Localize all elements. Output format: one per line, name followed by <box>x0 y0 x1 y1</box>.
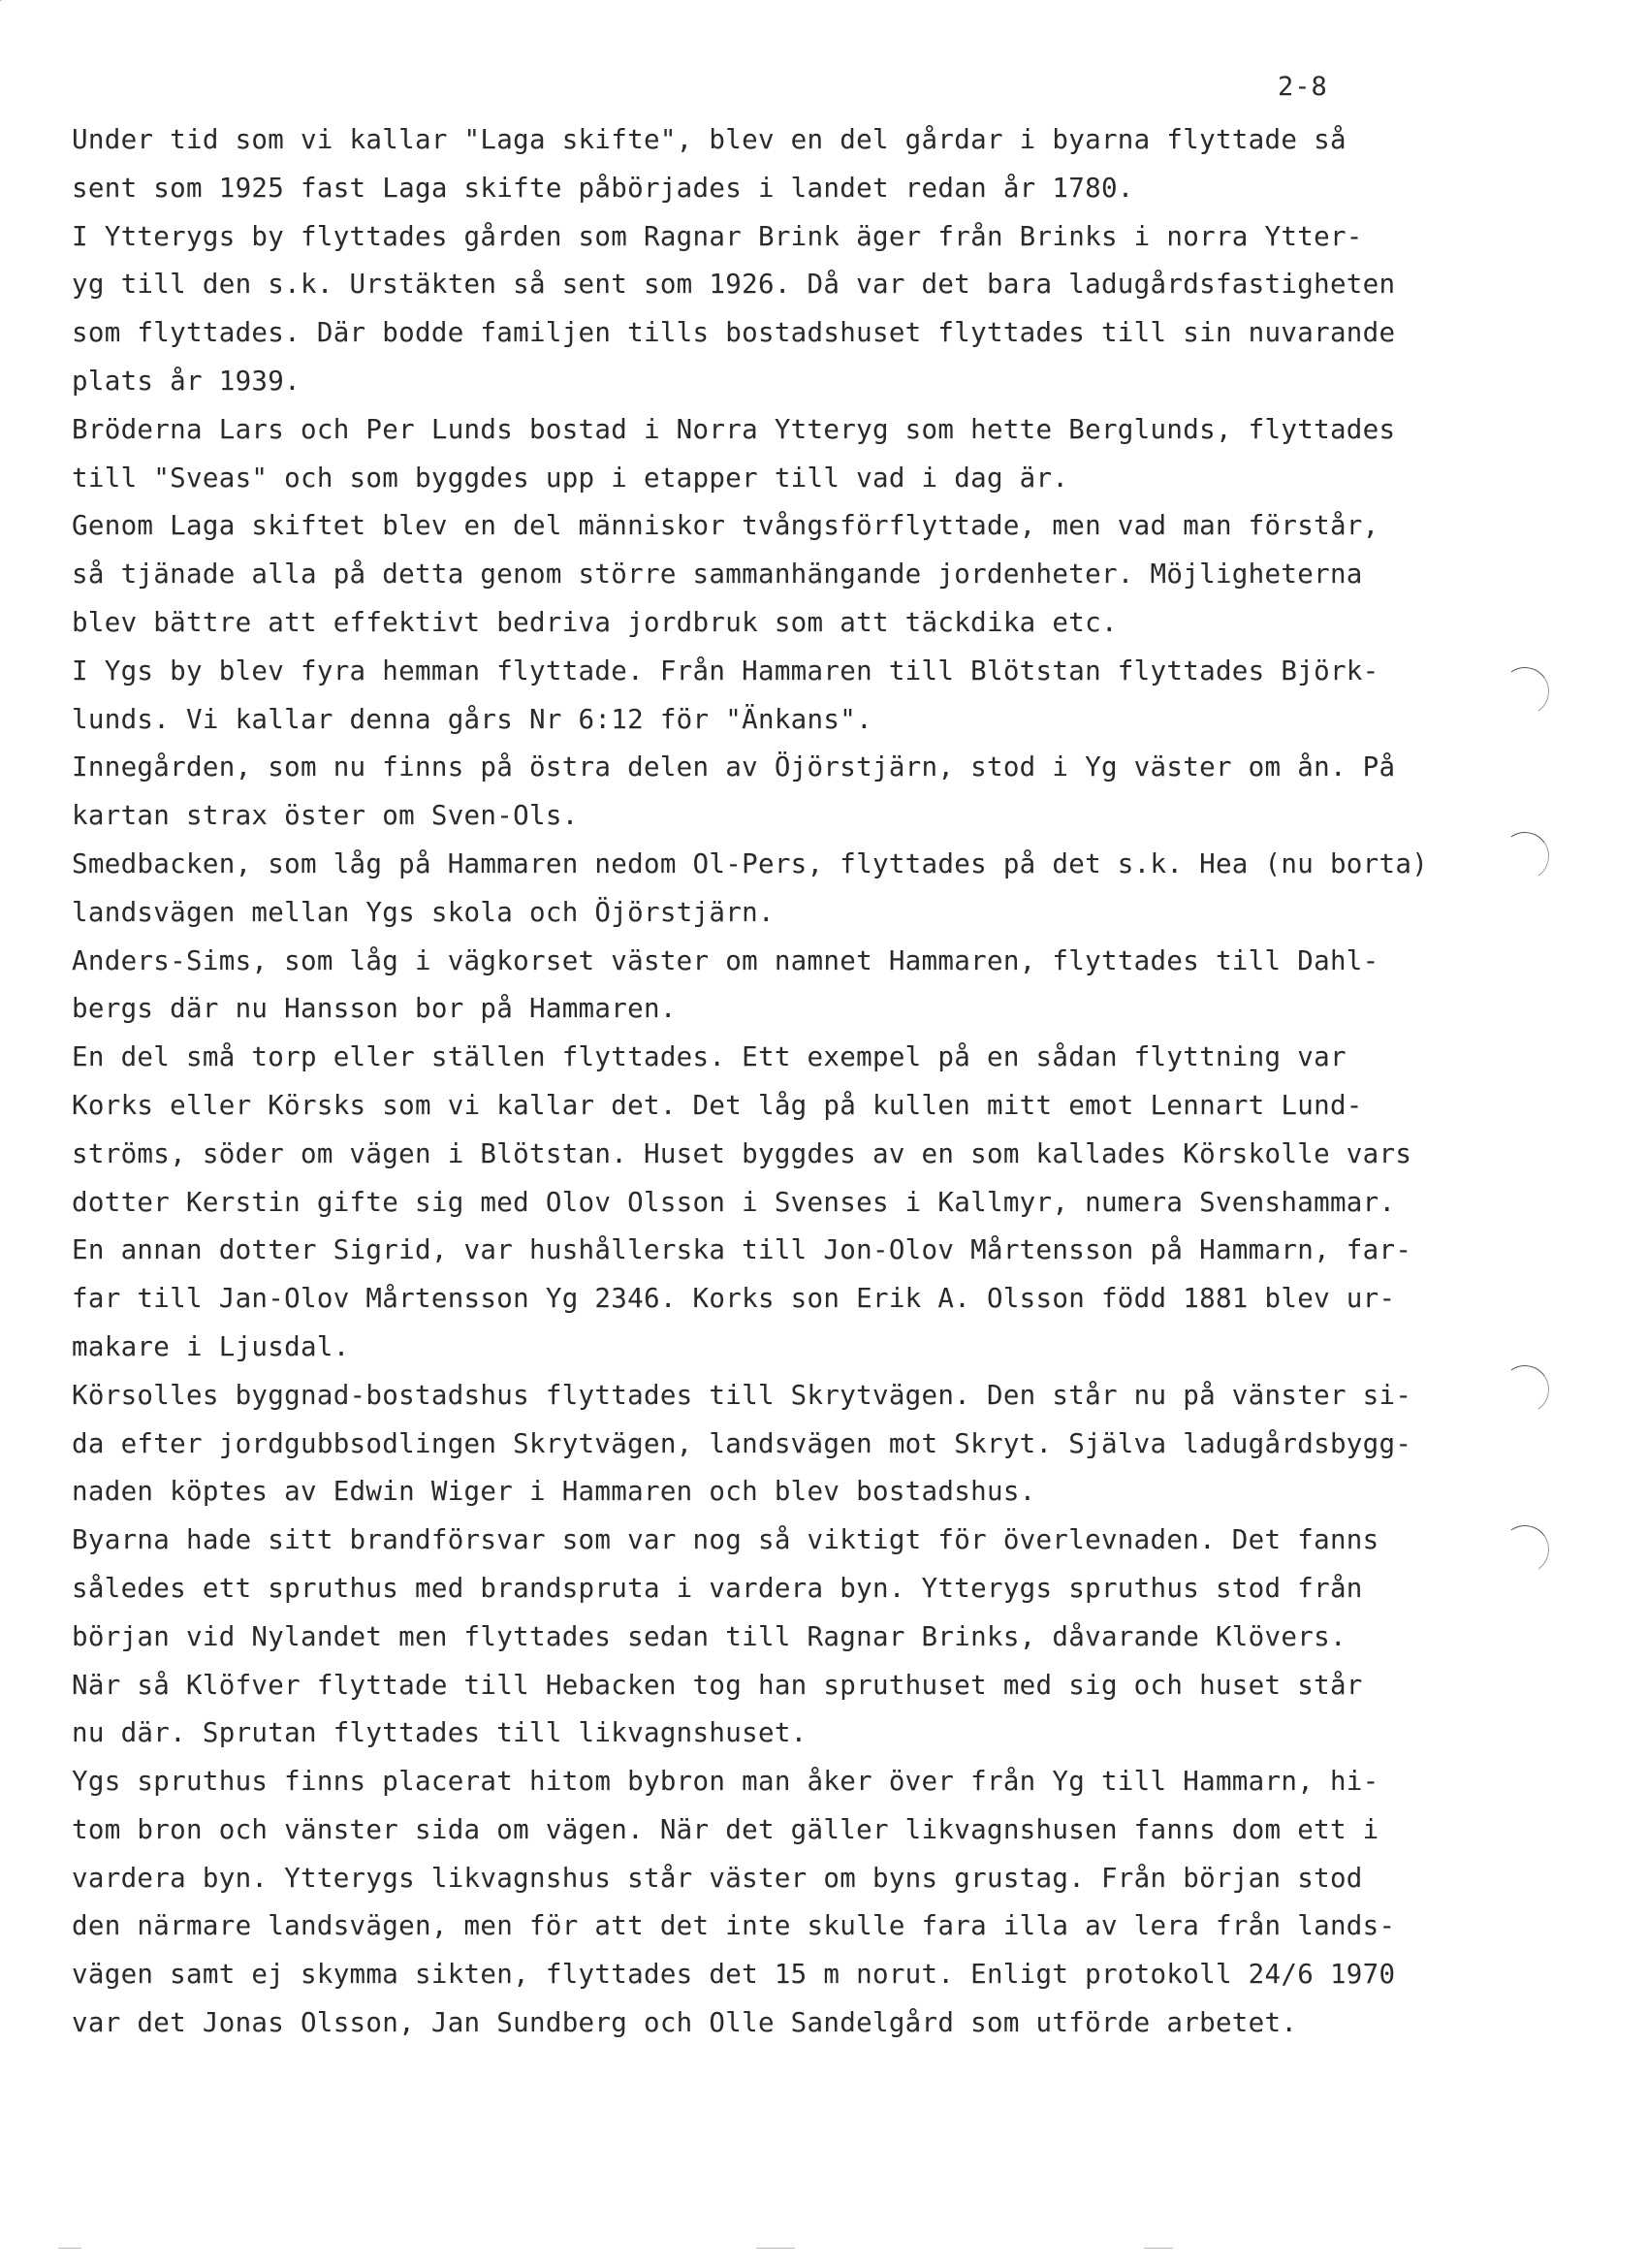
text-line: I Ytterygs by flyttades gården som Ragnar Brink äger från Brinks i norra Ytter- <box>72 220 1363 252</box>
text-line: början vid Nylandet men flyttades sedan till Ragnar Brinks, dåvarande Klövers. <box>72 1620 1347 1652</box>
scan-speck <box>1144 2248 1173 2249</box>
punch-hole-mark <box>1497 1521 1553 1578</box>
text-line: som flyttades. Där bodde familjen tills bostadshuset flyttades till sin nuvarande <box>72 317 1396 349</box>
text-line: vardera byn. Ytterygs likvagnshus står väster om byns grustag. Från början stod <box>72 1862 1363 1894</box>
text-line: bergs där nu Hansson bor på Hammaren. <box>72 993 677 1025</box>
text-line: lunds. Vi kallar denna gårs Nr 6:12 för "Änkans". <box>72 703 872 735</box>
text-line: naden köptes av Edwin Wiger i Hammaren och blev bostadshus. <box>72 1476 1036 1508</box>
punch-hole-mark <box>1497 828 1553 884</box>
text-line: vägen samt ej skymma sikten, flyttades det 15 m norut. Enligt protokoll 24/6 1970 <box>72 1959 1396 1991</box>
text-line: Bröderna Lars och Per Lunds bostad i Norra Ytteryg som hette Berglunds, flyttades <box>72 413 1396 445</box>
text-line: Byarna hade sitt brandförsvar som var nog så viktigt för överlevnaden. Det fanns <box>72 1524 1379 1556</box>
text-line: Korks eller Körsks som vi kallar det. Det låg på kullen mitt emot Lennart Lund- <box>72 1089 1363 1121</box>
punch-hole-mark <box>1497 1361 1553 1418</box>
text-line: da efter jordgubbsodlingen Skrytvägen, landsvägen mot Skryt. Själva ladugårdsbygg- <box>72 1427 1412 1459</box>
scan-corner-mark <box>0 0 37 18</box>
text-line: far till Jan-Olov Mårtensson Yg 2346. Korks son Erik A. Olsson född 1881 blev ur- <box>72 1283 1396 1315</box>
text-line: sent som 1925 fast Laga skifte påbörjades i landet redan år 1780. <box>72 172 1134 204</box>
text-line: yg till den s.k. Urstäkten så sent som 1926. Då var det bara ladugårdsfastigheten <box>72 269 1396 301</box>
text-line: så tjänade alla på detta genom större sammanhängande jordenheter. Möjligheterna <box>72 559 1363 591</box>
text-line: var det Jonas Olsson, Jan Sundberg och Olle Sandelgård som utförde arbetet. <box>72 2007 1298 2039</box>
text-line: plats år 1939. <box>72 365 301 397</box>
text-line: tom bron och vänster sida om vägen. När det gäller likvagnshusen fanns dom ett i <box>72 1813 1379 1845</box>
text-line: makare i Ljusdal. <box>72 1330 350 1362</box>
text-line: kartan strax öster om Sven-Ols. <box>72 800 579 832</box>
page-number: 2-8 <box>1278 72 1328 102</box>
text-line: Körsolles byggnad-bostadshus flyttades till Skrytvägen. Den står nu på vänster si- <box>72 1379 1412 1411</box>
text-line: En annan dotter Sigrid, var hushållerska till Jon-Olov Mårtensson på Hammarn, far- <box>72 1234 1412 1266</box>
text-line: I Ygs by blev fyra hemman flyttade. Från Hammaren till Blötstan flyttades Björk- <box>72 655 1379 687</box>
body-text <box>72 116 1429 2048</box>
text-line: blev bättre att effektivt bedriva jordbruk som att täckdika etc. <box>72 606 1118 638</box>
scan-speck <box>756 2248 795 2249</box>
text-line: landsvägen mellan Ygs skola och Öjörstjärn. <box>72 896 775 928</box>
punch-hole-mark <box>1497 663 1553 719</box>
text-line: nu där. Sprutan flyttades till likvagnshuset. <box>72 1717 808 1749</box>
text-line: Genom Laga skiftet blev en del människor tvångsförflyttade, men vad man förstår, <box>72 510 1379 542</box>
text-line: dotter Kerstin gifte sig med Olov Olsson i Svenses i Kallmyr, numera Svenshammar. <box>72 1186 1396 1218</box>
text-line: Anders-Sims, som låg i vägkorset väster om namnet Hammaren, flyttades till Dahl- <box>72 944 1379 976</box>
scan-speck <box>58 2248 81 2249</box>
text-line: Innegården, som nu finns på östra delen av Öjörstjärn, stod i Yg väster om ån. På <box>72 751 1396 783</box>
text-line: När så Klöfver flyttade till Hebacken tog han spruthuset med sig och huset står <box>72 1669 1363 1701</box>
text-line: den närmare landsvägen, men för att det inte skulle fara illa av lera från lands- <box>72 1910 1396 1942</box>
text-line: till "Sveas" och som byggdes upp i etapper till vad i dag är. <box>72 462 1069 494</box>
text-line: En del små torp eller ställen flyttades. Ett exempel på en sådan flyttning var <box>72 1041 1347 1073</box>
text-line: Smedbacken, som låg på Hammaren nedom Ol-Pers, flyttades på det s.k. Hea (nu borta) <box>72 847 1429 879</box>
text-line: ströms, söder om vägen i Blötstan. Huset byggdes av en som kallades Körskolle vars <box>72 1137 1412 1169</box>
text-line: Ygs spruthus finns placerat hitom bybron man åker över från Yg till Hammarn, hi- <box>72 1766 1379 1798</box>
text-line: således ett spruthus med brandspruta i vardera byn. Ytterygs spruthus stod från <box>72 1572 1363 1604</box>
text-line: Under tid som vi kallar "Laga skifte", blev en del gårdar i byarna flyttade så <box>72 124 1347 155</box>
